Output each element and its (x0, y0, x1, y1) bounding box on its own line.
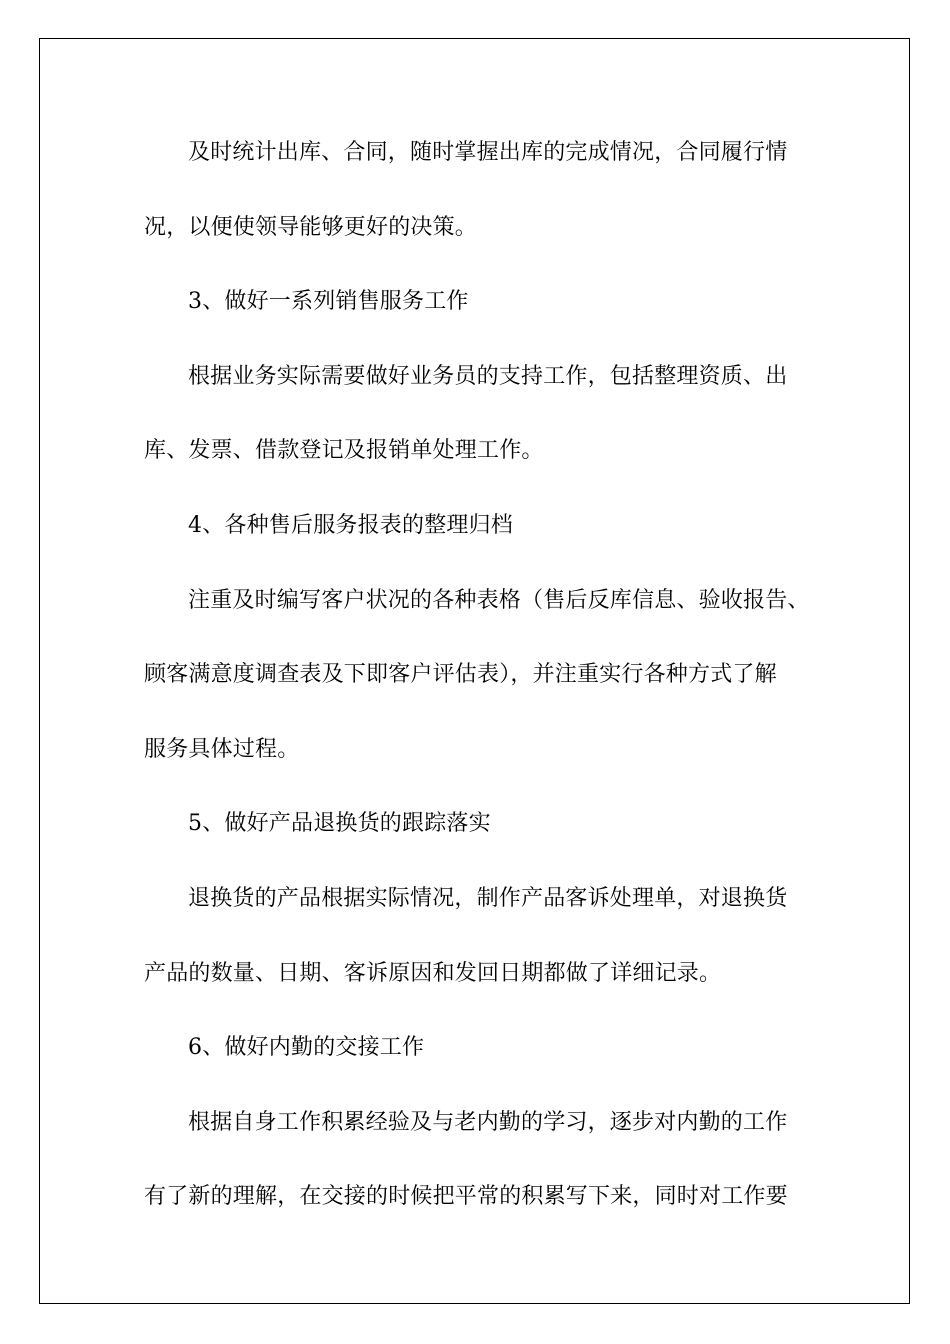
paragraph-line: 有了新的理解，在交接的时候把平常的积累写下来，同时对工作要 (144, 1184, 788, 1210)
section-heading: 6、做好内勤的交接工作 (188, 1035, 425, 1061)
paragraph-line: 退换货的产品根据实际情况，制作产品客诉处理单，对退换货 (188, 885, 788, 911)
section-heading: 5、做好产品退换货的跟踪落实 (188, 811, 491, 837)
paragraph-line: 及时统计出库、合同，随时掌握出库的完成情况，合同履行情 (188, 140, 788, 165)
paragraph-line: 根据业务实际需要做好业务员的支持工作，包括整理资质、出 (188, 363, 788, 389)
paragraph-line: 库、发票、借款登记及报销单处理工作。 (144, 438, 544, 464)
paragraph-line: 注重及时编写客户状况的各种表格（售后反库信息、验收报告、 (188, 587, 810, 613)
section-heading: 4、各种售后服务报表的整理归档 (188, 512, 513, 538)
paragraph-line: 服务具体过程。 (144, 736, 300, 762)
document-body (144, 131, 810, 1250)
paragraph-line: 根据自身工作积累经验及与老内勤的学习，逐步对内勤的工作 (188, 1109, 788, 1135)
paragraph-line: 产品的数量、日期、客诉原因和发回日期都做了详细记录。 (144, 960, 722, 986)
paragraph-line: 顾客满意度调查表及下即客户评估表），并注重实行各种方式了解 (144, 662, 777, 688)
paragraph-line: 况，以便使领导能够更好的决策。 (144, 214, 478, 240)
section-heading: 3、做好一系列销售服务工作 (188, 289, 469, 315)
